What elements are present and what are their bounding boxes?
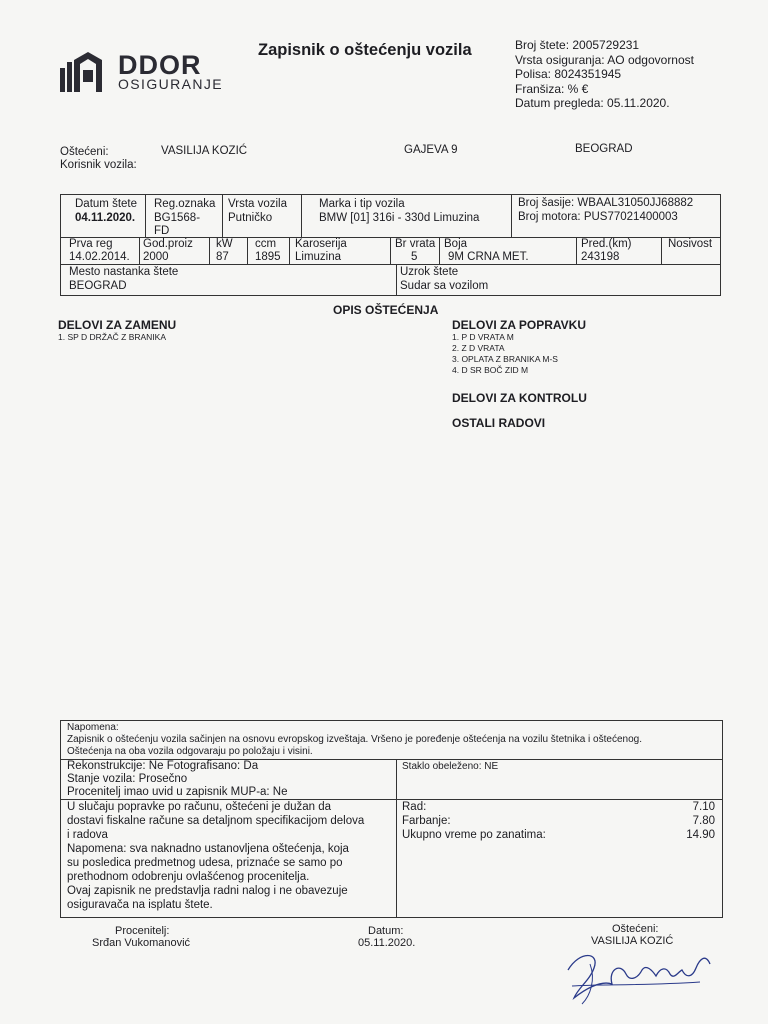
logo-subname: OSIGURANJE [118, 76, 224, 92]
disclaimer-line: prethodnom odobrenju ovlašćenog procenitelja. [67, 871, 310, 883]
footer-date-label: Datum: [368, 925, 404, 937]
damage-place: BEOGRAD [69, 280, 127, 292]
vehicle-type-label: Vrsta vozila [228, 198, 288, 210]
capacity-label: Nosivost [668, 238, 713, 250]
disclaimer-line: su posledica predmetnog udesa, priznaće se samo po [67, 857, 343, 869]
reg-label: Reg.oznaka [154, 198, 216, 210]
total-label: Ukupno vreme po zanatima: [402, 829, 546, 841]
repair-part-item: 3. OPLATA Z BRANIKA M-S [452, 354, 558, 364]
labor-hours: 7.10 [692, 801, 715, 813]
replacement-part-item: 1. SP D DRŽAČ Z BRANIKA [58, 332, 167, 342]
appraiser-label: Procenitelj: [115, 925, 170, 937]
engine-number: Broj motora: PUS77021400003 [518, 211, 678, 223]
ccm-label: ccm [255, 238, 277, 250]
color: 9M CRNA MET. [448, 251, 529, 263]
note-line: Oštećenja na oba vozila odgovaraju po položaju i visini. [67, 746, 313, 757]
reconstruction-photos: Rekonstrukcije: Ne Fotografisano: Da [67, 760, 259, 772]
mileage: 243198 [581, 251, 620, 263]
control-parts-title: DELOVI ZA KONTROLU [452, 391, 587, 405]
damaged-party-name: VASILIJA KOZIĆ [591, 935, 674, 947]
replacement-parts-title: DELOVI ZA ZAMENU [58, 318, 177, 332]
labor-label: Rad: [402, 801, 427, 813]
total-hours: 14.90 [686, 829, 715, 841]
ccm: 1895 [255, 251, 281, 263]
damage-description-title: OPIS OŠTEĆENJA [333, 303, 439, 317]
chassis-number: Broj šasije: WBAAL31050JJ68882 [518, 197, 694, 209]
repair-part-item: 2. Z D VRATA [452, 343, 505, 353]
disclaimer-line: Ovaj zapisnik ne predstavlja radni nalog i ne obavezuje [67, 885, 348, 897]
mileage-label: Pred.(km) [581, 238, 632, 250]
glass-marked: Staklo obeleženo: NE [402, 761, 499, 772]
note-line: Zapisnik o oštećenju vozila sačinjen na osnovu evropskog izveštaja. Vršeno je poređenje oštećenja na vozilu štetnika i oštećenog. [67, 734, 642, 745]
kw-label: kW [216, 238, 233, 250]
vehicle-type: Putničko [228, 212, 273, 224]
disclaimer-line: osiguravača na isplatu štete. [67, 899, 213, 911]
make-model: BMW [01] 316i - 330d Limuzina [319, 212, 480, 224]
disclaimer-line: Napomena: sva naknadno ustanovljena oštećenja, koja [67, 843, 349, 855]
damaged-label: Oštećeni: [60, 146, 109, 158]
damage-date: 04.11.2020. [75, 212, 136, 224]
repair-part-item: 4. D SR BOČ ZID M [452, 365, 529, 375]
vehicle-table [60, 194, 721, 296]
disclaimer-line: dostavi fiskalne račune sa detaljnom specifikacijom delova [67, 815, 365, 827]
body: Limuzina [295, 251, 342, 263]
damaged-address: GAJEVA 9 [404, 144, 458, 156]
footer-date: 05.11.2020. [358, 937, 416, 949]
signature-image [560, 940, 720, 1010]
reg-value-line2: FD [154, 225, 170, 237]
color-label: Boja [444, 238, 468, 250]
first-reg: 14.02.2014. [69, 251, 130, 263]
inspection-date: Datum pregleda: 05.11.2020. [515, 96, 670, 110]
insurance-type: Vrsta osiguranja: AO odgovornost [515, 52, 694, 67]
damage-place-label: Mesto nastanka štete [69, 266, 179, 278]
year: 2000 [143, 251, 169, 263]
claim-number: Broj štete: 2005729231 [515, 38, 640, 52]
body-label: Karoserija [295, 238, 347, 250]
note-label: Napomena: [67, 722, 119, 733]
logo-name: DDOR [118, 50, 202, 80]
police-report-insight: Procenitelj imao uvid u zapisnik MUP-a: Ne [67, 786, 288, 798]
reg-value-line1: BG1568- [154, 212, 201, 224]
doors-label: Br vrata [395, 238, 436, 250]
damage-cause: Sudar sa vozilom [400, 280, 489, 292]
disclaimer-line: i radova [67, 829, 108, 841]
first-reg-label: Prva reg [69, 238, 113, 250]
claim-info [515, 38, 694, 111]
year-label: God.proiz [143, 238, 193, 250]
document-title: Zapisnik o oštećenju vozila [258, 41, 472, 59]
damage-date-label: Datum štete [75, 198, 137, 210]
repair-part-item: 1. P D VRATA M [452, 332, 514, 342]
ddor-logo-icon [60, 52, 104, 92]
damaged-name: VASILIJA KOZIĆ [161, 145, 248, 157]
appraiser-name: Srđan Vukomanović [92, 937, 191, 949]
damage-cause-label: Uzrok štete [400, 266, 459, 278]
damaged-city: BEOGRAD [575, 143, 633, 155]
franchise: Franšiza: % € [515, 81, 589, 96]
other-work-title: OSTALI RADOVI [452, 416, 546, 430]
damaged-party-label: Oštećeni: [612, 923, 659, 935]
make-model-label: Marka i tip vozila [319, 198, 405, 210]
repair-parts-title: DELOVI ZA POPRAVKU [452, 318, 587, 332]
vehicle-user-label: Korisnik vozila: [60, 159, 137, 171]
doors: 5 [411, 251, 418, 263]
policy-number: Polisa: 8024351945 [515, 67, 622, 81]
disclaimer-line: U slučaju popravke po računu, oštećeni je dužan da [67, 801, 332, 813]
painting-label: Farbanje: [402, 815, 451, 827]
notes-table [60, 720, 723, 918]
vehicle-condition: Stanje vozila: Prosečno [67, 773, 188, 785]
painting-hours: 7.80 [692, 815, 715, 827]
kw: 87 [216, 251, 229, 263]
